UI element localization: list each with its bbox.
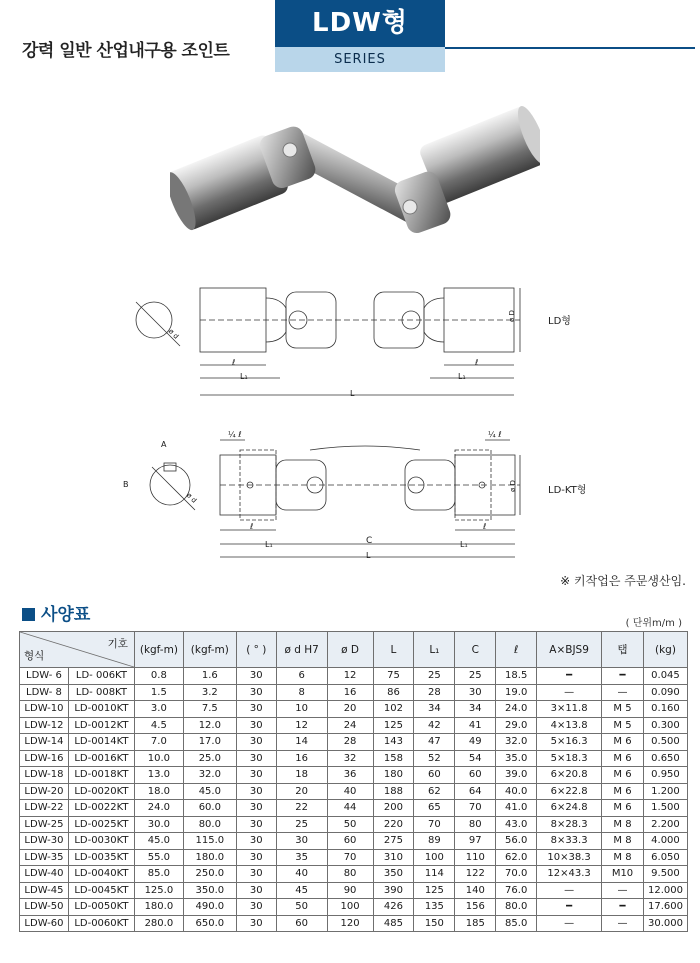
table-cell: M 5 xyxy=(602,701,644,718)
table-cell: 24.0 xyxy=(496,701,537,718)
table-cell: 158 xyxy=(373,750,414,767)
table-cell: LDW-10 xyxy=(20,701,69,718)
table-cell: M 8 xyxy=(602,849,644,866)
table-cell: 7.5 xyxy=(183,701,236,718)
table-cell: LD-0025KT xyxy=(68,816,134,833)
table-cell: 56.0 xyxy=(496,833,537,850)
table-cell: 60 xyxy=(455,767,496,784)
header-cell: (kg) xyxy=(643,632,687,668)
table-cell: 52 xyxy=(414,750,455,767)
table-cell: 30 xyxy=(236,701,276,718)
table-row xyxy=(20,833,688,850)
table-cell: 80.0 xyxy=(183,816,236,833)
dim-A: A xyxy=(161,440,167,449)
table-cell: LD- 008KT xyxy=(68,684,134,701)
table-cell: 32.0 xyxy=(496,734,537,751)
table-cell: 180.0 xyxy=(134,899,183,916)
table-cell: 45.0 xyxy=(134,833,183,850)
table-cell: LDW-20 xyxy=(20,783,69,800)
table-cell: 5×18.3 xyxy=(537,750,602,767)
table-cell: 0.090 xyxy=(643,684,687,701)
table-cell: 185 xyxy=(455,915,496,932)
table-cell: LDW-50 xyxy=(20,899,69,916)
table-cell: 30 xyxy=(236,684,276,701)
table-cell: 30 xyxy=(236,750,276,767)
table-cell: 30 xyxy=(236,717,276,734)
table-cell: 10×38.3 xyxy=(537,849,602,866)
table-cell: — xyxy=(602,684,644,701)
table-cell: 24 xyxy=(327,717,373,734)
header-cell: ( ° ) xyxy=(236,632,276,668)
label-ldkt-type: LD-KT형 xyxy=(548,485,587,496)
header-cell: (kgf-m) xyxy=(134,632,183,668)
table-cell: 125.0 xyxy=(134,882,183,899)
table-cell: 12×43.3 xyxy=(537,866,602,883)
header-cell: C xyxy=(455,632,496,668)
table-cell: LDW-30 xyxy=(20,833,69,850)
dim-l-left: ℓ xyxy=(232,358,236,367)
drawing-ld xyxy=(120,270,600,410)
table-cell: 188 xyxy=(373,783,414,800)
table-cell: 30 xyxy=(236,783,276,800)
table-header-row xyxy=(20,632,688,668)
table-cell: 220 xyxy=(373,816,414,833)
table-cell: LD-0040KT xyxy=(68,866,134,883)
drawing-ldkt xyxy=(100,420,600,570)
page-subtitle: 강력 일반 산업내구용 조인트 xyxy=(22,41,230,61)
table-cell: 85.0 xyxy=(496,915,537,932)
table-cell: 35.0 xyxy=(496,750,537,767)
table-cell: M10 xyxy=(602,866,644,883)
table-cell: 60 xyxy=(327,833,373,850)
table-row xyxy=(20,668,688,685)
table-cell: 76.0 xyxy=(496,882,537,899)
table-cell: 0.160 xyxy=(643,701,687,718)
table-cell: 8×33.3 xyxy=(537,833,602,850)
table-cell: 50 xyxy=(327,816,373,833)
table-cell: ━ xyxy=(602,899,644,916)
table-cell: 28 xyxy=(327,734,373,751)
table-cell: 45 xyxy=(276,882,327,899)
table-cell: 18.0 xyxy=(134,783,183,800)
table-cell: 135 xyxy=(414,899,455,916)
table-cell: 0.950 xyxy=(643,767,687,784)
table-cell: 100 xyxy=(327,899,373,916)
table-cell: 485 xyxy=(373,915,414,932)
table-cell: 6.050 xyxy=(643,849,687,866)
table-cell: M 6 xyxy=(602,734,644,751)
table-cell: 24.0 xyxy=(134,800,183,817)
table-cell: 6 xyxy=(276,668,327,685)
table-cell: LD-0050KT xyxy=(68,899,134,916)
table-cell: 1.6 xyxy=(183,668,236,685)
table-row xyxy=(20,717,688,734)
table-cell: 8 xyxy=(276,684,327,701)
table-cell: 10 xyxy=(276,701,327,718)
table-cell: 120 xyxy=(327,915,373,932)
table-cell: 60 xyxy=(414,767,455,784)
table-cell: 0.650 xyxy=(643,750,687,767)
table-cell: LD-0010KT xyxy=(68,701,134,718)
table-cell: M 8 xyxy=(602,833,644,850)
table-cell: 60 xyxy=(276,915,327,932)
table-cell: LDW-12 xyxy=(20,717,69,734)
table-cell: — xyxy=(602,915,644,932)
table-cell: 13.0 xyxy=(134,767,183,784)
table-cell: — xyxy=(537,915,602,932)
table-row xyxy=(20,750,688,767)
table-cell: 122 xyxy=(455,866,496,883)
table-cell: 30 xyxy=(236,849,276,866)
table-cell: LD- 006KT xyxy=(68,668,134,685)
table-cell: LD-0045KT xyxy=(68,882,134,899)
table-cell: 80 xyxy=(455,816,496,833)
dim-l-right: ℓ xyxy=(475,358,479,367)
table-cell: 50 xyxy=(276,899,327,916)
table-cell: 0.045 xyxy=(643,668,687,685)
table-cell: LDW-16 xyxy=(20,750,69,767)
table-cell: 40 xyxy=(276,866,327,883)
table-cell: 30 xyxy=(236,767,276,784)
header-cell: L xyxy=(373,632,414,668)
table-cell: — xyxy=(602,882,644,899)
table-cell: 650.0 xyxy=(183,915,236,932)
table-row xyxy=(20,866,688,883)
corner-cell xyxy=(20,632,135,668)
table-cell: LD-0035KT xyxy=(68,849,134,866)
table-cell: 156 xyxy=(455,899,496,916)
table-cell: 275 xyxy=(373,833,414,850)
table-cell: 36 xyxy=(327,767,373,784)
table-cell: 44 xyxy=(327,800,373,817)
series-label: SERIES xyxy=(275,47,445,72)
table-cell: 25 xyxy=(276,816,327,833)
table-row xyxy=(20,816,688,833)
table-cell: 60.0 xyxy=(183,800,236,817)
corner-top-label: 기호 xyxy=(107,638,128,650)
table-cell: 22 xyxy=(276,800,327,817)
table-cell: 30 xyxy=(236,816,276,833)
table-cell: 30 xyxy=(236,899,276,916)
table-cell: LD-0020KT xyxy=(68,783,134,800)
dim-l-kt-left: ℓ xyxy=(250,522,254,531)
table-body xyxy=(20,668,688,932)
table-cell: 45.0 xyxy=(183,783,236,800)
order-note: ※ 키작업은 주문생산임. xyxy=(560,574,686,588)
table-cell: 85.0 xyxy=(134,866,183,883)
table-cell: 390 xyxy=(373,882,414,899)
table-cell: 30 xyxy=(236,915,276,932)
table-cell: 25.0 xyxy=(183,750,236,767)
table-cell: 4.5 xyxy=(134,717,183,734)
table-cell: 0.8 xyxy=(134,668,183,685)
dim-d-kt: ø d xyxy=(184,491,199,505)
dim-L1-right: L₁ xyxy=(458,372,466,381)
table-cell: LDW-22 xyxy=(20,800,69,817)
table-cell: 16 xyxy=(276,750,327,767)
table-cell: LDW- 6 xyxy=(20,668,69,685)
table-row xyxy=(20,849,688,866)
table-cell: 12.0 xyxy=(183,717,236,734)
table-cell: 14 xyxy=(276,734,327,751)
table-cell: 70 xyxy=(327,849,373,866)
dim-quarter-l-right: ¼ ℓ xyxy=(488,430,502,439)
table-cell: 30 xyxy=(236,866,276,883)
table-cell: 32.0 xyxy=(183,767,236,784)
table-cell: LD-0030KT xyxy=(68,833,134,850)
table-row xyxy=(20,783,688,800)
product-photo xyxy=(170,95,540,255)
table-cell: 70 xyxy=(455,800,496,817)
table-row xyxy=(20,734,688,751)
table-cell: 102 xyxy=(373,701,414,718)
table-row xyxy=(20,684,688,701)
table-cell: 0.500 xyxy=(643,734,687,751)
table-cell: 30 xyxy=(236,734,276,751)
table-cell: 125 xyxy=(373,717,414,734)
table-cell: LDW-45 xyxy=(20,882,69,899)
dim-B: B xyxy=(123,480,129,489)
table-cell: 54 xyxy=(455,750,496,767)
table-cell: 25 xyxy=(455,668,496,685)
table-row xyxy=(20,882,688,899)
table-cell: 1.500 xyxy=(643,800,687,817)
table-cell: LDW-14 xyxy=(20,734,69,751)
table-cell: 30 xyxy=(236,833,276,850)
table-cell: 180.0 xyxy=(183,849,236,866)
table-cell: 7.0 xyxy=(134,734,183,751)
table-cell: 1.5 xyxy=(134,684,183,701)
table-cell: 70.0 xyxy=(496,866,537,883)
table-cell: LD-0016KT xyxy=(68,750,134,767)
table-cell: 490.0 xyxy=(183,899,236,916)
dim-C: C xyxy=(366,536,373,546)
table-cell: 250.0 xyxy=(183,866,236,883)
table-cell: ━ xyxy=(537,668,602,685)
table-cell: 89 xyxy=(414,833,455,850)
table-row xyxy=(20,701,688,718)
table-cell: M 5 xyxy=(602,717,644,734)
table-cell: LDW-35 xyxy=(20,849,69,866)
table-cell: 17.0 xyxy=(183,734,236,751)
table-cell: 42 xyxy=(414,717,455,734)
table-cell: 114 xyxy=(414,866,455,883)
table-cell: M 6 xyxy=(602,767,644,784)
table-cell: 350 xyxy=(373,866,414,883)
table-row xyxy=(20,915,688,932)
dim-D-ld: ø D xyxy=(507,310,516,322)
dim-L-kt: L xyxy=(366,551,371,560)
table-cell: 30.000 xyxy=(643,915,687,932)
table-cell: M 6 xyxy=(602,800,644,817)
table-cell: 5×16.3 xyxy=(537,734,602,751)
table-cell: 43.0 xyxy=(496,816,537,833)
table-cell: 4.000 xyxy=(643,833,687,850)
table-cell: 80 xyxy=(327,866,373,883)
table-cell: — xyxy=(537,684,602,701)
dim-l-kt-right: ℓ xyxy=(483,522,487,531)
header-cell: L₁ xyxy=(414,632,455,668)
table-cell: 2.200 xyxy=(643,816,687,833)
table-cell: 10.0 xyxy=(134,750,183,767)
table-cell: 100 xyxy=(414,849,455,866)
series-title: LDW형 xyxy=(275,0,445,47)
table-cell: LDW- 8 xyxy=(20,684,69,701)
table-cell: 64 xyxy=(455,783,496,800)
table-cell: 30 xyxy=(236,882,276,899)
table-cell: 1.200 xyxy=(643,783,687,800)
table-cell: 41 xyxy=(455,717,496,734)
spec-table xyxy=(19,631,688,932)
table-cell: 310 xyxy=(373,849,414,866)
dim-L1-kt-left: L₁ xyxy=(265,540,273,549)
table-cell: 97 xyxy=(455,833,496,850)
table-cell: 34 xyxy=(455,701,496,718)
table-cell: 12 xyxy=(276,717,327,734)
table-cell: 41.0 xyxy=(496,800,537,817)
table-cell: 18 xyxy=(276,767,327,784)
table-cell: 115.0 xyxy=(183,833,236,850)
table-cell: ━ xyxy=(537,899,602,916)
table-row xyxy=(20,899,688,916)
table-cell: ━ xyxy=(602,668,644,685)
table-cell: 6×20.8 xyxy=(537,767,602,784)
table-cell: 20 xyxy=(327,701,373,718)
table-cell: 140 xyxy=(455,882,496,899)
table-cell: 19.0 xyxy=(496,684,537,701)
table-cell: 34 xyxy=(414,701,455,718)
dim-L: L xyxy=(350,389,355,398)
table-cell: LDW-40 xyxy=(20,866,69,883)
table-cell: 150 xyxy=(414,915,455,932)
dim-L1-left: L₁ xyxy=(240,372,248,381)
unit-label: ( 단위m/m ) xyxy=(625,618,682,629)
header-cell: 탭 xyxy=(602,632,644,668)
table-cell: 40 xyxy=(327,783,373,800)
table-cell: 25 xyxy=(414,668,455,685)
table-cell: 9.500 xyxy=(643,866,687,883)
table-cell: 180 xyxy=(373,767,414,784)
table-cell: LD-0014KT xyxy=(68,734,134,751)
table-cell: 3.0 xyxy=(134,701,183,718)
table-cell: 30 xyxy=(455,684,496,701)
table-cell: 125 xyxy=(414,882,455,899)
table-cell: LDW-18 xyxy=(20,767,69,784)
table-cell: 350.0 xyxy=(183,882,236,899)
header-cell: ø d H7 xyxy=(276,632,327,668)
table-cell: M 6 xyxy=(602,783,644,800)
table-cell: M 8 xyxy=(602,816,644,833)
table-cell: 8×28.3 xyxy=(537,816,602,833)
table-cell: 12.000 xyxy=(643,882,687,899)
table-cell: 426 xyxy=(373,899,414,916)
header-cell: ø D xyxy=(327,632,373,668)
table-cell: 20 xyxy=(276,783,327,800)
table-cell: 40.0 xyxy=(496,783,537,800)
header-cell: A×BJS9 xyxy=(537,632,602,668)
table-cell: 35 xyxy=(276,849,327,866)
table-cell: 17.600 xyxy=(643,899,687,916)
dim-L1-kt-right: L₁ xyxy=(460,540,468,549)
section-title xyxy=(22,600,90,625)
table-cell: 80.0 xyxy=(496,899,537,916)
table-cell: 30 xyxy=(276,833,327,850)
table-cell: 75 xyxy=(373,668,414,685)
table-cell: — xyxy=(537,882,602,899)
table-row xyxy=(20,800,688,817)
table-cell: 6×24.8 xyxy=(537,800,602,817)
table-cell: 16 xyxy=(327,684,373,701)
table-cell: 70 xyxy=(414,816,455,833)
dim-D-kt: ø D xyxy=(508,480,517,492)
label-ld-type: LD형 xyxy=(548,316,571,327)
table-cell: 32 xyxy=(327,750,373,767)
table-cell: M 6 xyxy=(602,750,644,767)
table-cell: 0.300 xyxy=(643,717,687,734)
table-cell: 39.0 xyxy=(496,767,537,784)
table-cell: 62.0 xyxy=(496,849,537,866)
table-cell: 30 xyxy=(236,668,276,685)
table-cell: LD-0018KT xyxy=(68,767,134,784)
table-cell: 4×13.8 xyxy=(537,717,602,734)
table-cell: 6×22.8 xyxy=(537,783,602,800)
dim-quarter-l-left: ¼ ℓ xyxy=(228,430,242,439)
table-cell: 86 xyxy=(373,684,414,701)
table-cell: 200 xyxy=(373,800,414,817)
section-title-text: 사양표 xyxy=(41,605,91,625)
table-cell: 18.5 xyxy=(496,668,537,685)
table-row xyxy=(20,767,688,784)
table-cell: LD-0060KT xyxy=(68,915,134,932)
dim-d-ld: ø d xyxy=(166,327,181,341)
square-icon xyxy=(22,608,35,621)
table-cell: 29.0 xyxy=(496,717,537,734)
table-cell: 62 xyxy=(414,783,455,800)
table-cell: 30 xyxy=(236,800,276,817)
table-cell: 143 xyxy=(373,734,414,751)
header-cell: ℓ xyxy=(496,632,537,668)
table-cell: LD-0012KT xyxy=(68,717,134,734)
table-cell: 49 xyxy=(455,734,496,751)
table-cell: 28 xyxy=(414,684,455,701)
series-box xyxy=(275,0,445,72)
table-cell: 65 xyxy=(414,800,455,817)
table-cell: LDW-60 xyxy=(20,915,69,932)
corner-bottom-label: 형식 xyxy=(24,650,45,662)
table-cell: LDW-25 xyxy=(20,816,69,833)
table-cell: 90 xyxy=(327,882,373,899)
table-cell: 3.2 xyxy=(183,684,236,701)
table-cell: LD-0022KT xyxy=(68,800,134,817)
table-cell: 110 xyxy=(455,849,496,866)
table-cell: 280.0 xyxy=(134,915,183,932)
table-cell: 55.0 xyxy=(134,849,183,866)
header-cell: (kgf-m) xyxy=(183,632,236,668)
table-cell: 3×11.8 xyxy=(537,701,602,718)
table-cell: 30.0 xyxy=(134,816,183,833)
table-cell: 12 xyxy=(327,668,373,685)
table-cell: 47 xyxy=(414,734,455,751)
